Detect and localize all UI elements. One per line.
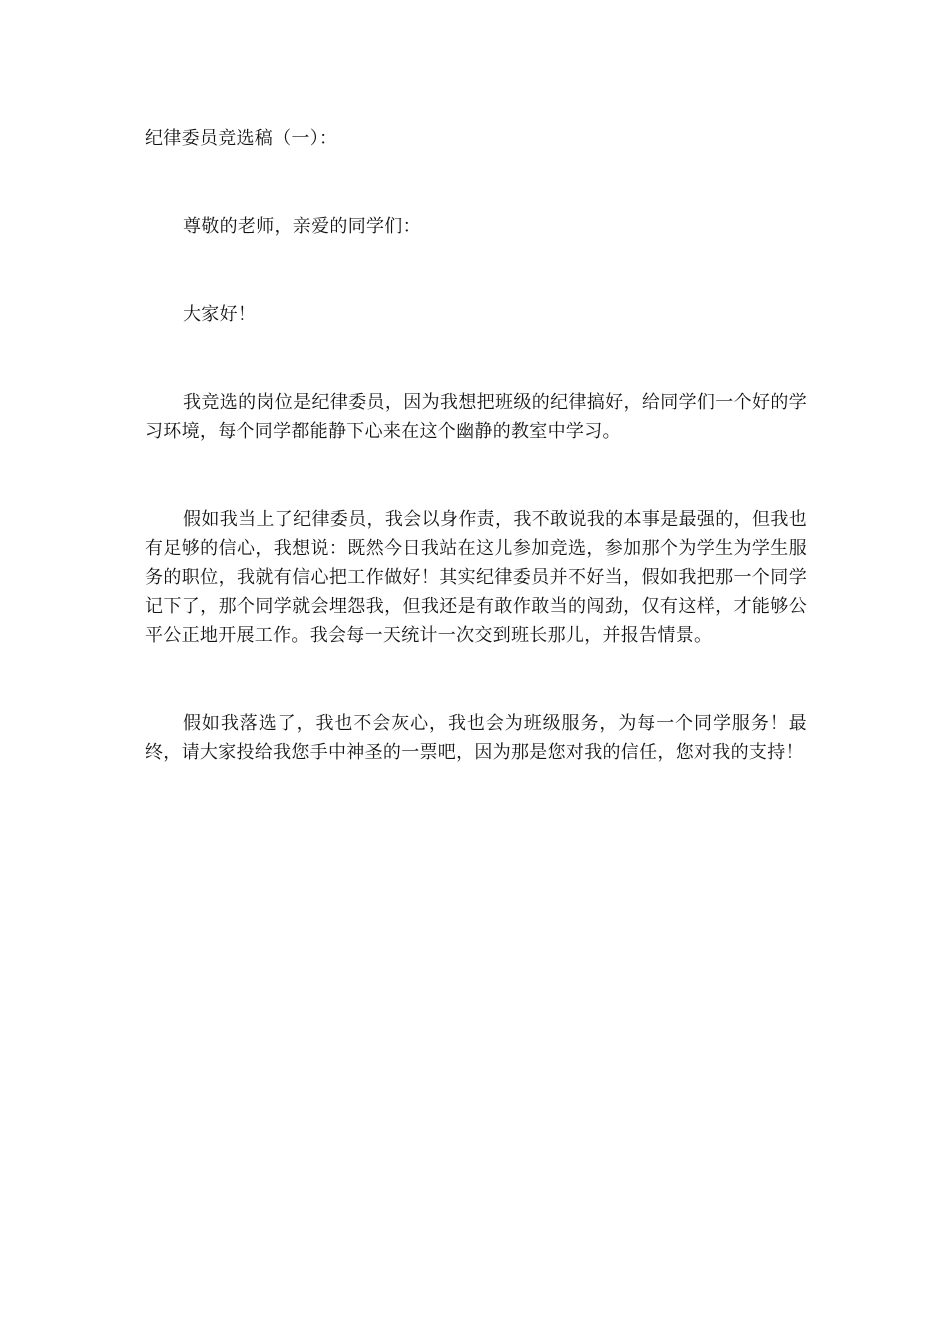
document-title: 纪律委员竞选稿（一）： bbox=[145, 128, 338, 149]
greeting-paragraph: 大家好！ bbox=[183, 304, 257, 325]
salutation-paragraph: 尊敬的老师，亲爱的同学们： bbox=[183, 216, 421, 237]
commitment-paragraph: 假如我当上了纪律委员，我会以身作责，我不敢说我的本事是最强的，但我也有足够的信心，我想说：既然今日我站在这儿参加竞选，参加那个为学生为学生服务的职位，我就有信心把工作做好！其实纪律委员并不好当，假如我把那一个同学记下了，那个同学就会埋怨我，但我还是有敢作敢当的闯劲，仅有这样，才能够公平公正地开展工作。我会每一天统计一次交到班长那儿，并报告情景。 bbox=[145, 509, 807, 646]
closing-paragraph: 假如我落选了，我也不会灰心，我也会为班级服务，为每一个同学服务！最终，请大家投给我您手中神圣的一票吧，因为那是您对我的信任，您对我的支持！ bbox=[145, 713, 807, 763]
document-body bbox=[145, 124, 807, 767]
intro-paragraph: 我竞选的岗位是纪律委员，因为我想把班级的纪律搞好，给同学们一个好的学习环境，每个同学都能静下心来在这个幽静的教室中学习。 bbox=[145, 392, 807, 442]
